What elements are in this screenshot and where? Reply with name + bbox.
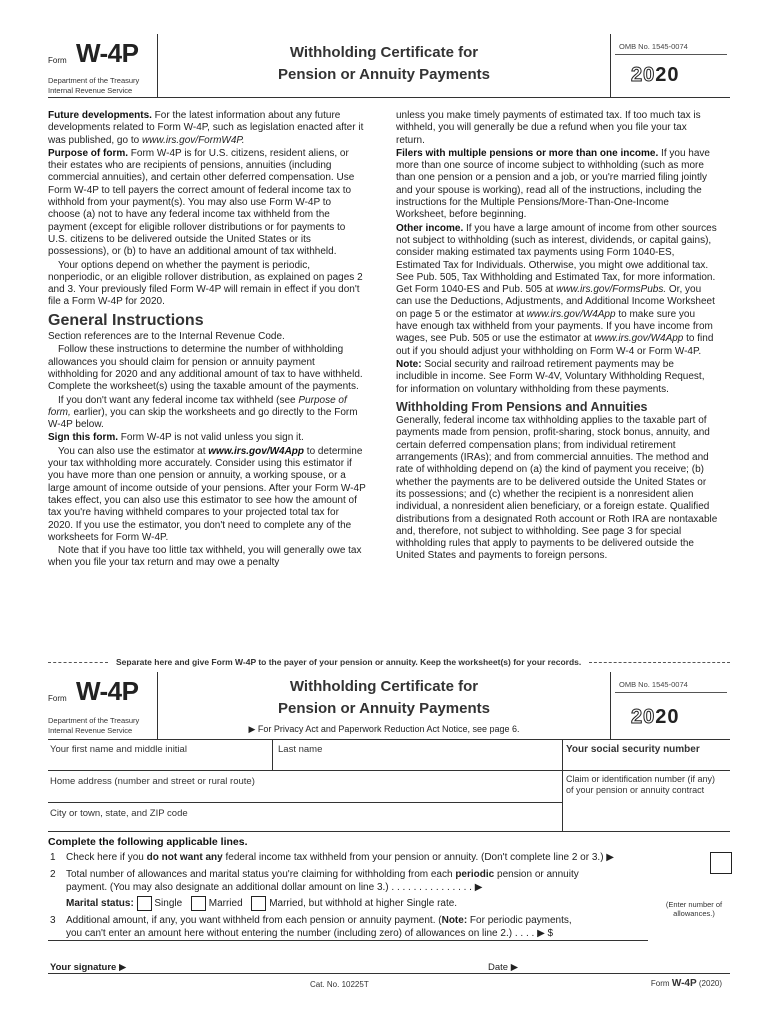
line-1	[48, 851, 730, 864]
form-number-lower: W-4P	[76, 676, 139, 706]
year-suffix-lower: 20	[655, 706, 680, 728]
divider-h1	[48, 770, 562, 771]
other-income-a: If you have a large amount of income from other sources not subject to withholding (such as interest, dividends, or capital gains), consider making estimated tax payments using Form 1040-ES, Estimated Tax for Individuals. Otherwise, you might owe additional tax. See Pub. 505, Tax Withholding and Estimated Tax, for more information. Get Form 1040-ES and Pub. 505 at	[396, 222, 717, 296]
line-2	[48, 868, 730, 881]
dept-line2: Internal Revenue Service	[48, 86, 133, 95]
estimator-b: to determine your tax withholding more accurately. Consider using this estimator if you have more than one pension or annuity, a working spouse, or a large amount of income outside of your pensions. After your Form W-4P takes effect, you can also use this estimator to see how the amount of tax you're having withheld compares to your projected total tax for 2020. If you use the estimator, you don't need to complete any of the worksheets for Form W-4P.	[48, 445, 366, 543]
line-3-continued[interactable]	[48, 927, 648, 941]
first-name-field[interactable]	[50, 744, 187, 755]
note-label: Note:	[396, 358, 422, 370]
marital-status-row	[48, 896, 730, 911]
footer-form-id	[651, 978, 722, 989]
other-income-c: to make sure you have enough tax withheld from your payments. If you have income from wages, see Pub. 505 or use the estimator at	[396, 308, 713, 345]
w4app-link-3[interactable]: www.irs.gov/W4App	[594, 333, 684, 345]
applicable-lines	[48, 836, 730, 941]
other-income-b: Or, you can use the Deductions, Adjustments, and Additional Income Worksheet on page 5 or the estimator at	[396, 284, 715, 320]
estimator-a: You can also use the estimator at	[58, 445, 209, 457]
sign-this-form	[48, 432, 366, 444]
line-3-text-a: Additional amount, if any, you want withheld from each pension or annuity payment. (	[66, 915, 442, 926]
section-references: Section references are to the Internal Revenue Code.	[48, 331, 285, 343]
identity-fields	[48, 740, 730, 832]
separator-dash-right	[589, 662, 730, 663]
too-little-tax: Note that if you have too little tax withheld, you will generally owe tax when you file your tax return and may owe a penalty	[48, 545, 362, 569]
first-name-label: Your first name and middle initial	[50, 744, 187, 755]
line-3-bold: Note:	[441, 915, 468, 926]
line-1-bold: do not want any	[146, 852, 223, 863]
dept-line1: Department of the Treasury	[48, 76, 140, 85]
year-suffix: 20	[655, 64, 680, 86]
city-field[interactable]	[50, 808, 188, 819]
sign-text: Form W-4P is not valid unless you sign it.	[118, 432, 304, 444]
future-developments-text: For the latest information about any future developments related to Form W-4P, such as legislation enacted after it was published, go to	[48, 110, 364, 146]
dept-line2-lower: Internal Revenue Service	[48, 726, 133, 735]
title-line1: Withholding Certificate for	[289, 44, 479, 61]
address-label: Home address (number and street or rural route)	[50, 776, 255, 787]
line-2-bold: periodic	[455, 869, 495, 880]
note-text: Social security and railroad retirement payments may be includible in income. See Form W-4V, Voluntary Withholding Request, for information on voluntary withholding from these payments.	[396, 358, 705, 395]
last-name-label: Last name	[278, 744, 323, 755]
no-withholding-b: earlier), you can skip the worksheets and go directly to the Form W-4P below.	[48, 406, 358, 431]
department	[48, 76, 139, 96]
city-label: City or town, state, and ZIP code	[50, 808, 188, 819]
form-id-block-lower	[48, 672, 158, 740]
omb-number-lower: OMB No. 1545-0074	[619, 680, 688, 689]
allowances-entry[interactable]: (Enter number of allowances.)	[665, 900, 723, 918]
married-checkbox[interactable]	[191, 896, 206, 911]
married-higher-single-checkbox[interactable]	[251, 896, 266, 911]
married-label: Married	[208, 898, 243, 910]
form-title	[164, 42, 604, 86]
line-2-text-b: pension or annuity	[494, 869, 579, 880]
multiple-pensions-heading: Filers with multiple pensions or more than one income.	[396, 147, 659, 159]
footer-form-word: Form	[650, 979, 670, 988]
estimator-paragraph	[48, 446, 366, 544]
future-developments-heading: Future developments.	[48, 110, 152, 121]
w4app-link[interactable]: www.irs.gov/W4App	[208, 445, 305, 457]
general-instructions-heading: General Instructions	[48, 311, 204, 329]
line-2-text-a: Total number of allowances and marital status you're claiming for withholding from each	[66, 869, 456, 880]
line-3-number: 3	[50, 915, 56, 926]
married-higher-single-label: Married, but withhold at higher Single rate.	[269, 898, 458, 910]
other-income-d: to find out if you should adjust your withholding on Form W-4 or Form W-4P.	[396, 333, 714, 357]
claim-label: Claim or identification number (if any) of your pension or annuity contract	[566, 774, 716, 795]
address-field[interactable]	[50, 776, 255, 787]
form-word-lower: Form	[48, 694, 67, 703]
form-id-block	[48, 34, 158, 98]
other-income	[396, 223, 718, 358]
year-prefix: 20	[631, 64, 656, 86]
single-checkbox[interactable]	[137, 896, 152, 911]
multiple-pensions	[396, 148, 718, 222]
footer-form-number: W-4P	[671, 978, 697, 989]
no-withholding-a: If you don't want any federal income tax withheld (see	[58, 394, 299, 406]
omb-year-block	[610, 34, 730, 98]
form-title-lower	[164, 676, 604, 735]
lines-heading: Complete the following applicable lines.	[48, 836, 248, 848]
purpose-of-form	[48, 148, 366, 259]
line-1-text-b: federal income tax withheld from your pension or annuity. (Don't complete line 2 or 3.) ▶	[222, 852, 614, 863]
forms-pubs-link[interactable]: www.irs.gov/FormsPubs.	[556, 284, 667, 296]
withholding-heading: Withholding From Pensions and Annuities	[396, 399, 648, 414]
separator-dash-left	[48, 662, 108, 663]
department-lower	[48, 716, 139, 736]
line-3	[48, 914, 730, 927]
year-prefix-lower: 20	[631, 706, 656, 728]
ssn-label: Your social security number	[566, 744, 700, 755]
omb-year-block-lower	[610, 672, 730, 740]
divider-h2	[48, 802, 562, 803]
tax-year-lower	[631, 706, 680, 729]
line-2-number: 2	[50, 869, 56, 880]
purpose-text: Form W-4P is for U.S. citizens, resident aliens, or their estates who are recipients of pensions, annuities (including commercial annuities), and certain other deferred compensation. Use Form W-4P to tell payers the correct amount of federal income tax to withhold from your payment(s). You may also use Form W-4P to choose (a) not to have any federal income tax withheld from the payment (except for eligible rollover distributions or for payments to U.S. citizens to be delivered outside the United States or its possessions), or (b) to have an additional amount of tax withheld.	[48, 147, 355, 258]
timely-payments: unless you make timely payments of estimated tax. If too much tax is withheld, you will generally be due a refund when you file your tax return.	[396, 110, 701, 146]
line-2-text-c: payment. (You may also designate an additional dollar amount on line 3.) . . . . . . . . . . . . . . . ▶	[66, 882, 483, 893]
future-developments	[48, 110, 366, 147]
no-withholding-paragraph	[48, 395, 366, 432]
catalog-number: Cat. No. 10225T	[310, 980, 369, 989]
social-security-note	[396, 359, 718, 396]
sign-heading: Sign this form.	[48, 432, 118, 444]
multiple-pensions-text: If you have more than one source of income subject to withholding (such as more than one pension or a pension and a job, or you're married filing jointly and your spouse is working), read all of the instructions, including the instructions for the Multiple Pensions/More-Than-One-Income Worksheet, before beginning.	[396, 147, 710, 221]
no-withholding-italic: Purpose of form,	[48, 394, 347, 418]
signature-row	[48, 960, 730, 974]
claim-number-field[interactable]	[566, 774, 716, 796]
right-column	[396, 110, 718, 564]
title-line2-lower: Pension or Annuity Payments	[278, 700, 490, 717]
signature-field[interactable]	[50, 962, 126, 973]
separator-text: Separate here and give Form W-4P to the payer of your pension or annuity. Keep the worksheet(s) for your records.	[116, 657, 582, 667]
purpose-heading: Purpose of form.	[48, 147, 129, 159]
left-column	[48, 110, 366, 571]
title-line1-lower: Withholding Certificate for	[289, 678, 479, 695]
marital-status-label: Marital status:	[66, 898, 134, 910]
omb-divider	[615, 54, 727, 55]
line-3-text-b: For periodic payments,	[467, 915, 572, 926]
footer-form-year: (2020)	[698, 979, 722, 988]
divider-v2	[562, 740, 563, 832]
other-income-heading: Other income.	[396, 222, 464, 234]
form-number: W-4P	[76, 38, 139, 68]
omb-number: OMB No. 1545-0074	[619, 42, 688, 51]
date-label: Date ▶	[488, 962, 519, 973]
single-label: Single	[154, 898, 183, 910]
signature-label: Your signature ▶	[50, 962, 127, 973]
title-line2: Pension or Annuity Payments	[278, 66, 490, 83]
line-3-text-c: you can't enter an amount here without entering the number (including zero) of allowances on line 2.) . . . . ▶ $	[66, 928, 554, 939]
follow-instructions: Follow these instructions to determine the number of withholding allowances you should claim for pension or annuity payment withholding for 2020 and any additional amount of tax to have withheld. Complete the worksheet(s) using the taxable amount of the payments.	[48, 344, 363, 393]
form-w4p-link[interactable]: www.irs.gov/FormW4P.	[141, 134, 245, 146]
dept-line1-lower: Department of the Treasury	[48, 716, 140, 725]
omb-divider-lower	[615, 692, 727, 693]
line-2-continued	[48, 881, 730, 894]
separator	[48, 657, 730, 667]
tax-year	[631, 64, 680, 87]
form-word: Form	[48, 56, 67, 65]
form-header	[48, 34, 730, 98]
divider-h1b	[562, 770, 730, 771]
options-paragraph: Your options depend on whether the payment is periodic, nonperiodic, or an eligible rollover distribution, as explained on pages 2 and 3. Your previously filed Form W-4P will remain in effect if you don't file a Form W-4P for 2020.	[48, 259, 363, 308]
withholding-paragraph: Generally, federal income tax withholding applies to the taxable part of payments made from pension, profit-sharing, stock bonus, annuity, and certain deferred compensation plans; from individual retirement arrangements (IRAs); and from commercial annuities. The method and rate of withholding depend on (a) the kind of payment you receive; (b) whether the payments are to be delivered outside the United States or its possessions; and (c) whether the recipient is a nonresident alien individual, a nonresident alien beneficiary, or a foreign estate. Qualified distributions from a designated Roth account or Roth IRA are nontaxable and, therefore, not subject to withholding. See page 3 for special withholding rules that apply to payments to be delivered outside the United States and payments to foreign persons.	[396, 415, 718, 562]
line-1-number: 1	[50, 852, 56, 863]
form-header-lower	[48, 672, 730, 740]
last-name-field[interactable]	[278, 744, 322, 755]
ssn-field[interactable]	[566, 744, 700, 755]
line-1-text-a: Check here if you	[66, 852, 147, 863]
privacy-notice: ▶ For Privacy Act and Paperwork Reduction Act Notice, see page 6.	[248, 724, 520, 734]
w4app-link-2[interactable]: www.irs.gov/W4App	[526, 308, 616, 320]
date-field[interactable]	[488, 962, 518, 973]
divider-v1	[272, 740, 273, 770]
